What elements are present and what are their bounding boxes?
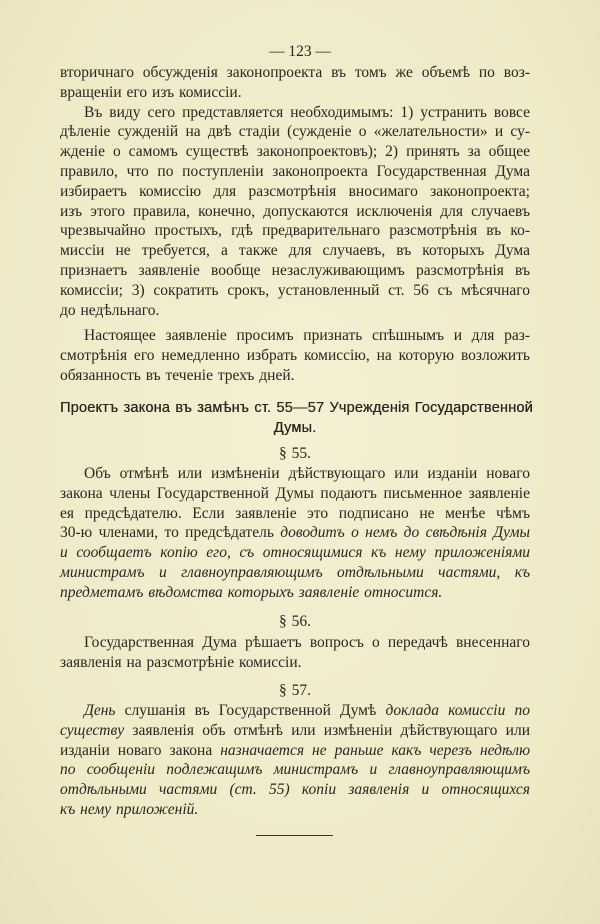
text: § 55. [279, 445, 311, 462]
text: Государственная Дума рѣшаетъ вопросъ о передачѣ внесеннаго [84, 634, 530, 651]
text-line [60, 366, 530, 386]
italic-text: и сообщаетъ копію его, съ относящимися къ нему приложеніями [60, 544, 530, 562]
text-line [60, 83, 530, 103]
text: миссіи не требуется, а также для случаевъ, въ которыхъ Дума [60, 242, 530, 260]
text: заявленія объ отмѣнѣ или измѣненіи дѣйствующаго или [124, 721, 530, 739]
text-line [60, 633, 530, 653]
text: заявленія на разсмотрѣніе комиссіи. [60, 653, 302, 671]
text: Думы. [273, 419, 317, 436]
text-line [60, 653, 530, 673]
text-line [60, 261, 530, 281]
text-line [60, 721, 530, 741]
italic-text: отдѣльными частями (ст. 55) копіи заявленія и относящихся [60, 781, 530, 799]
text-line [60, 241, 530, 261]
text: обязанность въ теченіе трехъ дней. [60, 366, 295, 384]
text: Проектъ закона въ замѣнъ ст. 55—57 Учрежденія Государственной [60, 400, 533, 416]
text-line [60, 563, 530, 583]
text-line [60, 221, 530, 241]
italic-text: День [84, 702, 116, 719]
text: Объ отмѣнѣ или измѣненіи дѣйствующаго или изданіи новаго [84, 465, 530, 482]
text: комиссіи; 3) сократить срокъ, установленный ст. 56 съ мѣсячнаго [60, 281, 530, 299]
text-line [60, 543, 530, 563]
section-number [60, 681, 530, 701]
text: до недѣльнаго. [60, 301, 160, 319]
text-line [60, 122, 530, 142]
section-number [60, 444, 530, 464]
text: вращеніи его изъ комиссіи. [60, 83, 242, 101]
italic-text: предметамъ вѣдомства которыхъ заявленіе относится. [60, 583, 443, 601]
text-line [60, 504, 530, 524]
text: закона члены Государственной Думы подаютъ письменное заявленіе [60, 484, 530, 502]
text-line [60, 202, 530, 222]
text: смотрѣнія его немедленно избрать комиссію, на которую возложить [60, 346, 530, 364]
text: § 57. [279, 682, 311, 699]
text: ея предсѣдателю. Если заявленіе это подписано не менѣе чѣмъ [60, 504, 530, 522]
italic-text: доводитъ о немъ до свѣдѣнія Думы [280, 524, 530, 542]
text: жденіе о самомъ существѣ законопроектовъ); 2) принять за общее [60, 143, 530, 161]
italic-text: къ нему приложеній. [60, 801, 199, 818]
italic-text: министрамъ и главноуправляющимъ отдѣльными частями, къ [60, 564, 530, 581]
text-line [60, 464, 530, 484]
italic-text: назначается не раньше какъ черезъ недѣлю [220, 741, 530, 759]
text: правило, что по поступленіи законопроекта Государственная Дума [60, 163, 530, 180]
section-heading [60, 418, 530, 438]
end-rule [256, 835, 333, 836]
text: § 56. [279, 613, 311, 630]
text: Настоящее заявленіе просимъ признать спѣшнымъ и для раз- [84, 327, 530, 344]
text-line [60, 301, 530, 321]
page-number: — 123 — [269, 43, 331, 60]
text: чрезвычайно простыхъ, гдѣ предварительнаго разсмотрѣнія въ ко- [60, 222, 530, 240]
text-line [60, 741, 530, 761]
text-line [60, 326, 530, 346]
text-line [60, 800, 530, 820]
text-line [60, 484, 530, 504]
italic-text: по сообщеніи подлежащимъ министрамъ и главноуправляющимъ [60, 761, 530, 779]
text-line [60, 701, 530, 721]
text-line [60, 142, 530, 162]
text-line [60, 63, 530, 83]
text-line [60, 523, 530, 543]
text: слушанія въ Государственной Думѣ [115, 702, 386, 719]
section-number [60, 612, 530, 632]
text: вторичнаго обсужденія законопроекта въ томъ же объемѣ по воз- [60, 64, 530, 81]
text: дѣленіе сужденій на двѣ стадіи (сужденіе о «желательности» и су- [60, 123, 530, 141]
text: признаетъ заявленіе вообще незаслуживающимъ разсмотрѣнія въ [60, 262, 530, 279]
text-line [60, 103, 530, 123]
text-line [60, 182, 530, 202]
text-line [60, 780, 530, 800]
text-line [60, 162, 530, 182]
section-heading [60, 398, 533, 418]
text-line [60, 583, 530, 603]
text-line [60, 346, 530, 366]
text: 30-ю членами, то предсѣдатель [60, 524, 281, 542]
text: Въ виду сего представляется необходимымъ: 1) устранить вовсе [84, 103, 530, 121]
text-line [60, 760, 530, 780]
italic-text: существу [60, 721, 125, 739]
text-line [60, 281, 530, 301]
text: избираетъ комиссію для разсмотрѣнія вносимаго законопроекта; [60, 182, 530, 200]
text: изъ этого правила, конечно, допускаются исключенія для случаевъ [60, 202, 530, 220]
text: изданіи новаго закона [60, 741, 221, 759]
italic-text: доклада комиссіи по [385, 702, 531, 719]
